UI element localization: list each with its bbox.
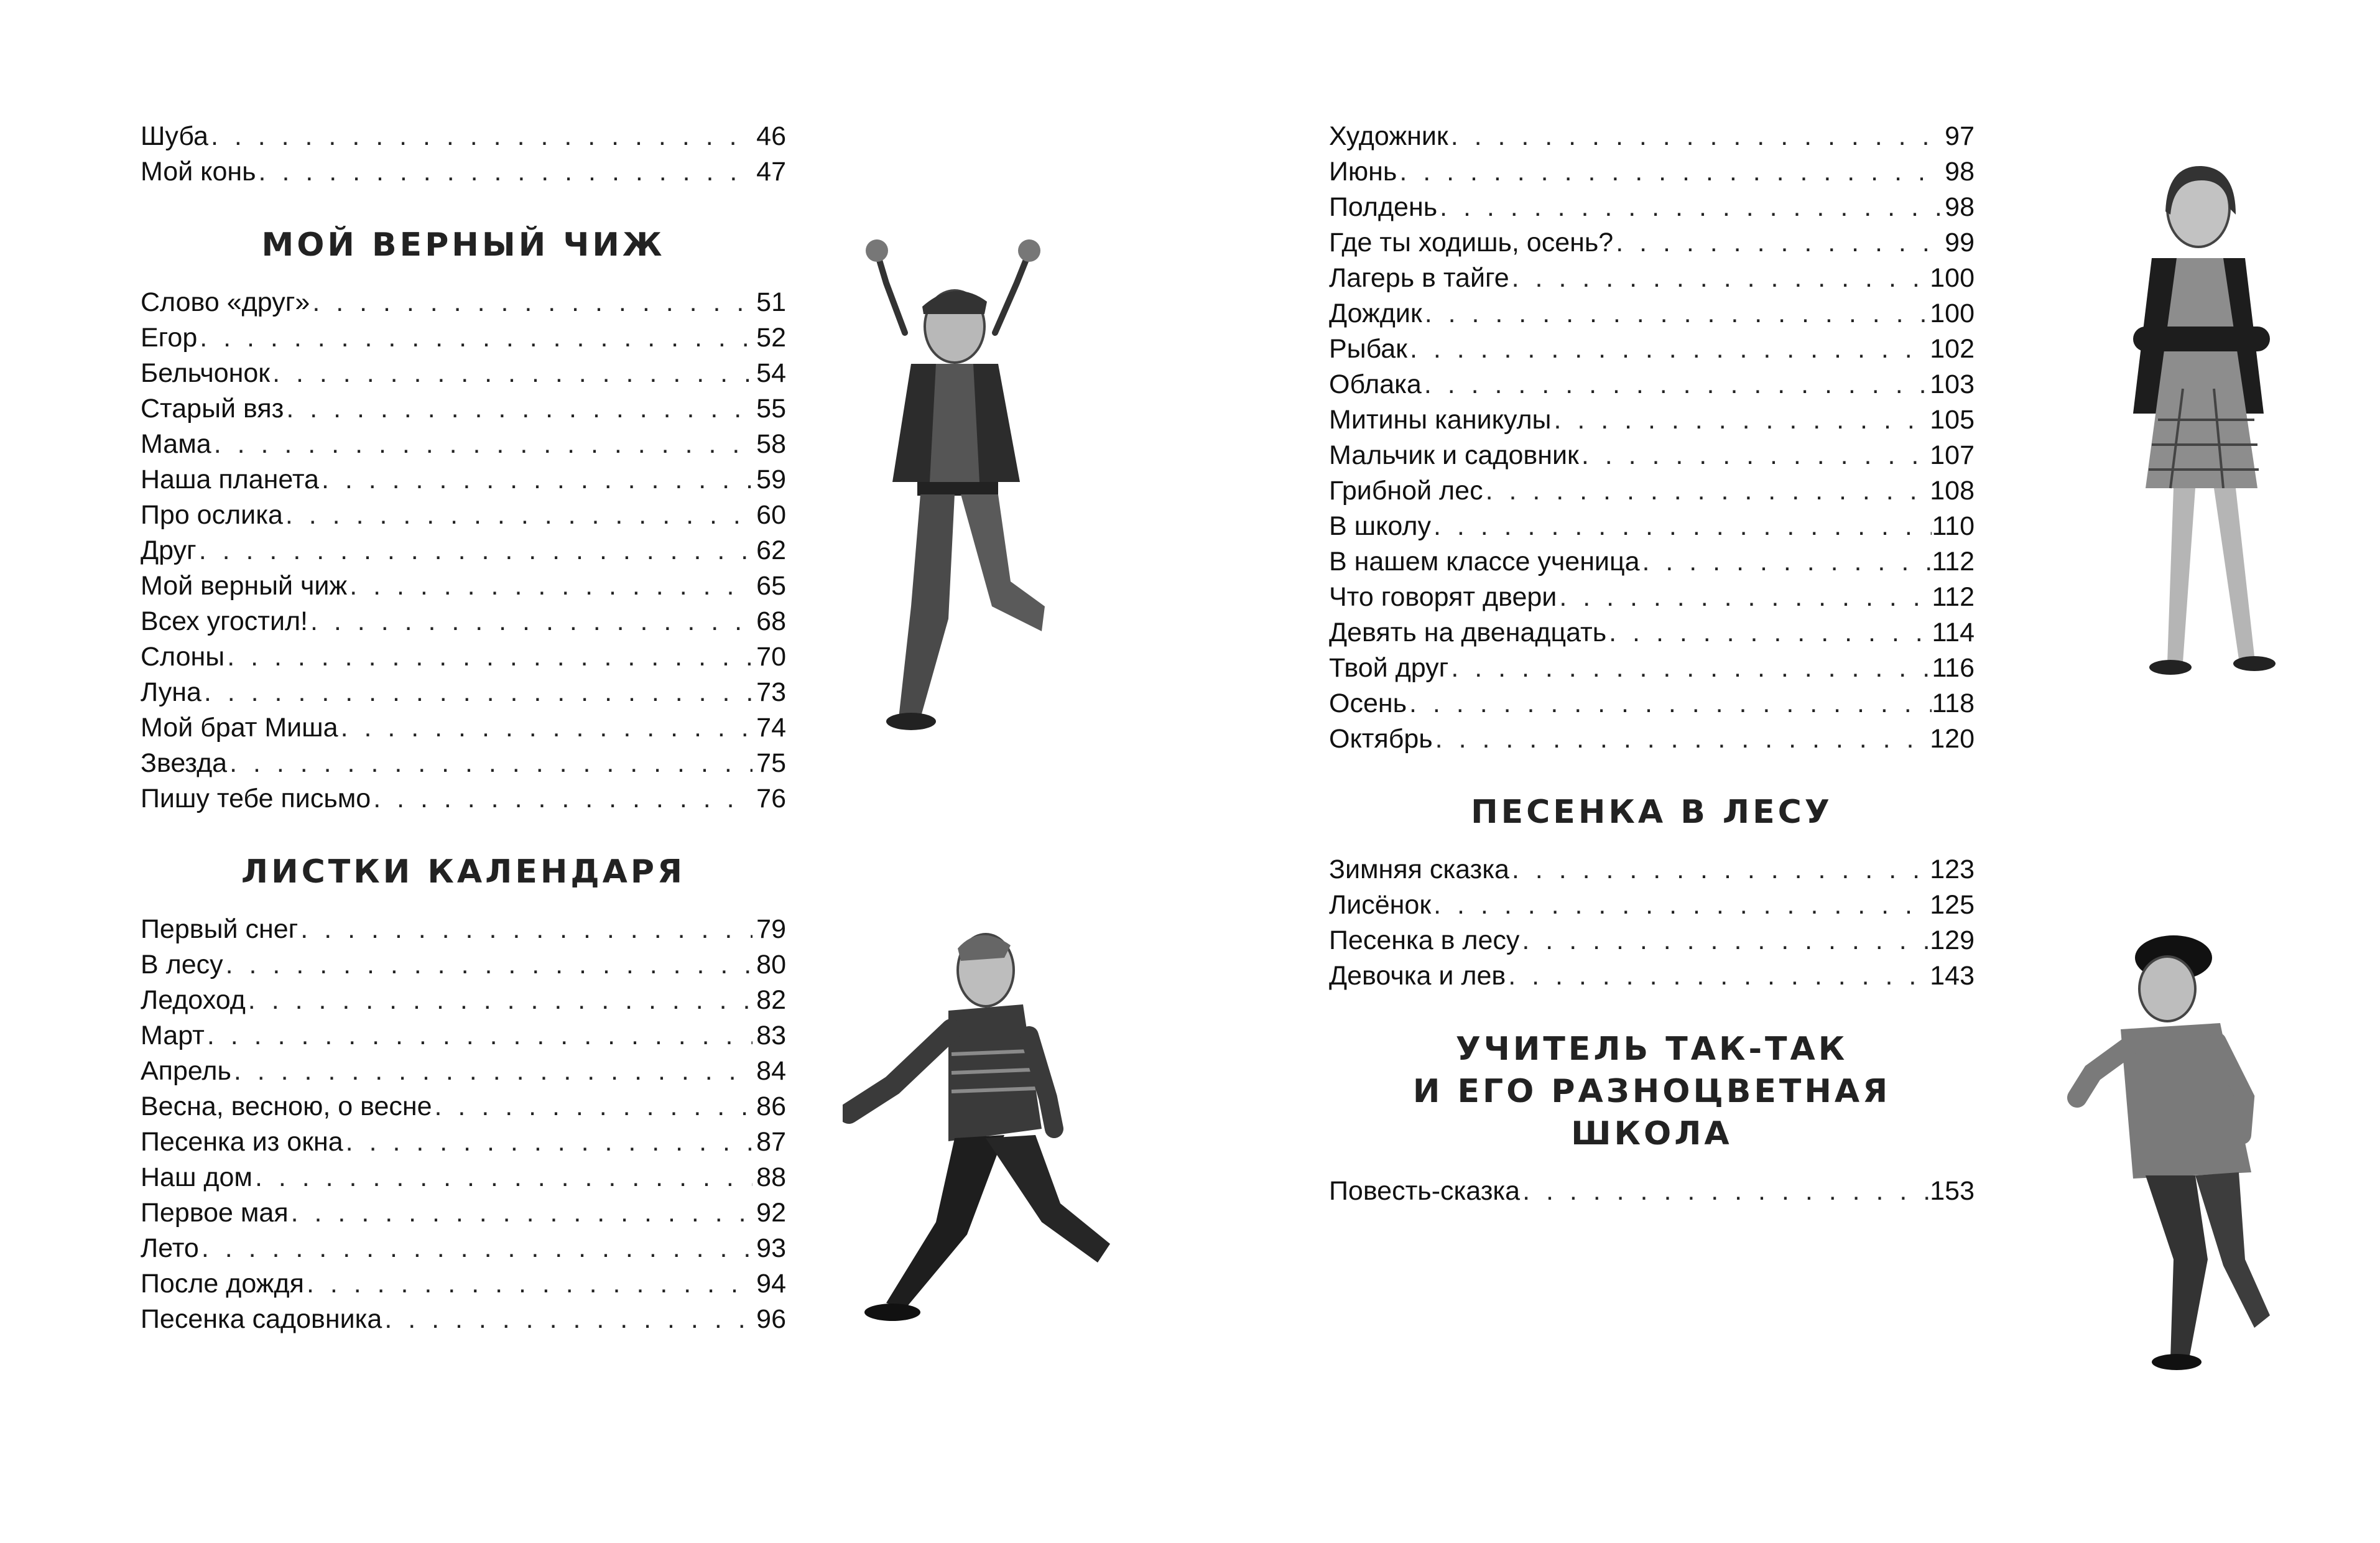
toc-entry[interactable] <box>141 1195 786 1231</box>
toc-entry[interactable] <box>1329 190 1975 225</box>
toc-entry[interactable] <box>141 285 786 320</box>
leader-dots <box>382 1302 752 1337</box>
toc-entry[interactable] <box>1329 119 1975 154</box>
toc-entry-page: 82 <box>756 985 786 1015</box>
left-fist <box>866 239 888 262</box>
toc-entry[interactable] <box>141 154 786 190</box>
leader-dots <box>199 1231 752 1266</box>
toc-entry-page: 52 <box>756 323 786 353</box>
left-leg <box>899 494 955 718</box>
toc-entry-page: 46 <box>756 121 786 151</box>
toc-list-section-4 <box>1329 1174 1975 1209</box>
leader-dots <box>197 533 752 568</box>
leader-dots <box>284 391 752 427</box>
toc-entry[interactable] <box>1329 331 1975 367</box>
toc-entry-page: 99 <box>1945 228 1975 257</box>
leader-dots <box>205 1018 752 1054</box>
toc-entry[interactable] <box>141 1089 786 1124</box>
toc-entry-title: Мальчик и садовник <box>1329 440 1579 470</box>
toc-entry[interactable] <box>141 568 786 604</box>
toc-entry-page: 80 <box>756 950 786 980</box>
toc-entry-page: 123 <box>1930 855 1975 884</box>
toc-entry-page: 118 <box>1932 688 1975 718</box>
toc-entry-page: 110 <box>1932 511 1975 541</box>
toc-entry-page: 75 <box>756 748 786 778</box>
toc-entry-page: 54 <box>756 358 786 388</box>
toc-entry-page: 74 <box>756 713 786 743</box>
toc-entry[interactable] <box>141 1018 786 1054</box>
toc-entry[interactable] <box>141 356 786 391</box>
toc-entry-title: Мой брат Миша <box>141 713 338 743</box>
right-leg <box>961 494 1045 631</box>
leader-dots <box>298 912 752 947</box>
boy-cheering-illustration <box>843 233 1067 737</box>
toc-entry-title: Первый снег <box>141 914 299 944</box>
toc-entry-page: 125 <box>1930 890 1975 920</box>
toc-entry-title: Лето <box>141 1233 199 1263</box>
toc-entry-title: Лисёнок <box>1329 890 1432 920</box>
leader-dots <box>1579 438 1930 473</box>
toc-entry-page: 112 <box>1932 582 1975 612</box>
right-leg <box>2214 488 2254 659</box>
toc-entry-title: Облака <box>1329 369 1422 399</box>
toc-entry[interactable] <box>1329 509 1975 544</box>
shoe <box>2233 656 2276 671</box>
toc-entry[interactable] <box>1329 580 1975 615</box>
leader-dots <box>211 427 752 462</box>
shoe <box>886 713 936 730</box>
shoe <box>2149 660 2192 675</box>
toc-entry-title: Луна <box>141 677 201 707</box>
leader-dots <box>283 498 752 533</box>
toc-entry-title: Наша планета <box>141 465 319 494</box>
toc-entry-title: Песенка в лесу <box>1329 925 1520 955</box>
boy-in-beret-illustration <box>2065 911 2270 1371</box>
toc-entry-title: Ледоход <box>141 985 246 1015</box>
toc-entry-page: 98 <box>1945 157 1975 187</box>
toc-entry-title: Первое мая <box>141 1198 289 1228</box>
leader-dots <box>432 1089 752 1124</box>
toc-entry[interactable] <box>141 912 786 947</box>
coat <box>2121 1023 2251 1179</box>
toc-entry-title: Всех угостил! <box>141 606 308 636</box>
section-heading <box>1329 1028 1975 1155</box>
toc-entry-title: Девять на двенадцать <box>1329 618 1607 647</box>
leader-dots <box>343 1124 752 1160</box>
leader-dots <box>1437 190 1941 225</box>
leader-dots <box>1551 402 1930 438</box>
toc-entry-page: 84 <box>756 1056 786 1086</box>
toc-entry[interactable] <box>141 746 786 781</box>
toc-right-column <box>1329 119 1975 1209</box>
toc-entry-page: 97 <box>1945 121 1975 151</box>
leader-dots <box>304 1266 752 1302</box>
left-leg <box>2146 1175 2208 1359</box>
toc-entry[interactable] <box>1329 721 1975 757</box>
toc-entry-title: Осень <box>1329 688 1407 718</box>
toc-entry-page: 51 <box>756 287 786 317</box>
toc-entry[interactable] <box>1329 615 1975 651</box>
toc-entry-title: Повесть-сказка <box>1329 1176 1521 1206</box>
toc-entry-title: Егор <box>141 323 198 353</box>
raised-left-arm <box>877 252 905 333</box>
shoe <box>2152 1354 2202 1370</box>
left-arm <box>849 1029 952 1113</box>
toc-list-section-2 <box>141 912 786 1337</box>
toc-entry-page: 70 <box>756 642 786 672</box>
toc-entry[interactable] <box>1329 651 1975 686</box>
toc-entry[interactable] <box>141 391 786 427</box>
toc-left-column <box>141 119 786 1337</box>
right-leg <box>986 1135 1110 1263</box>
section-heading-line-1: УЧИТЕЛЬ ТАК-ТАК <box>1455 1031 1848 1068</box>
leader-dots <box>308 604 752 639</box>
toc-entry[interactable] <box>141 119 786 154</box>
toc-entry-title: Дождик <box>1329 299 1422 328</box>
toc-entry-page: 120 <box>1930 724 1975 754</box>
toc-entry-title: Наш дом <box>141 1162 252 1192</box>
leader-dots <box>223 947 752 983</box>
leader-dots <box>1606 615 1932 651</box>
leader-dots <box>270 356 752 391</box>
toc-entry-title: Шуба <box>141 121 208 151</box>
toc-entry-title: Март <box>141 1021 205 1050</box>
leader-dots <box>1431 509 1932 544</box>
leader-dots <box>1509 852 1930 887</box>
leader-dots <box>1448 651 1932 686</box>
toc-entry-title: Мой верный чиж <box>141 571 348 601</box>
toc-entry-title: В нашем классе ученица <box>1329 547 1640 577</box>
toc-list-section-3 <box>1329 852 1975 994</box>
boy-running-illustration <box>843 911 1123 1334</box>
toc-entry-title: Старый вяз <box>141 394 284 424</box>
leader-dots <box>197 320 752 356</box>
leader-dots <box>1557 580 1932 615</box>
toc-entry[interactable] <box>1329 887 1975 923</box>
toc-entry-page: 100 <box>1930 299 1975 328</box>
left-leg <box>886 1135 1004 1309</box>
toc-entry-title: Звезда <box>141 748 228 778</box>
flat-cap <box>922 291 987 314</box>
toc-entry-page: 76 <box>756 784 786 813</box>
leader-dots <box>289 1195 752 1231</box>
toc-entry[interactable] <box>1329 402 1975 438</box>
toc-entry-page: 114 <box>1932 618 1975 647</box>
toc-entry[interactable] <box>1329 225 1975 261</box>
toc-entry[interactable] <box>141 427 786 462</box>
leader-dots <box>231 1054 752 1089</box>
leader-dots <box>1506 958 1930 994</box>
toc-entry[interactable] <box>141 1124 786 1160</box>
leader-dots <box>1431 887 1930 923</box>
toc-entry[interactable] <box>1329 473 1975 509</box>
toc-entry-page: 100 <box>1930 263 1975 293</box>
toc-entry[interactable] <box>141 1231 786 1266</box>
toc-entry-page: 108 <box>1930 476 1975 506</box>
toc-entry[interactable] <box>141 533 786 568</box>
leader-dots <box>1448 119 1941 154</box>
toc-entry[interactable] <box>1329 923 1975 958</box>
toc-entry-title: Апрель <box>141 1056 231 1086</box>
toc-entry-title: Весна, весною, о весне <box>141 1091 432 1121</box>
leader-dots <box>1509 261 1930 296</box>
toc-entry-page: 59 <box>756 465 786 494</box>
leader-dots <box>256 154 752 190</box>
toc-entry-page: 143 <box>1930 961 1975 991</box>
toc-entry-page: 153 <box>1930 1176 1975 1206</box>
raised-right-arm <box>995 252 1029 333</box>
toc-entry[interactable] <box>1329 958 1975 994</box>
leader-dots <box>1422 367 1930 402</box>
toc-entry[interactable] <box>141 1266 786 1302</box>
toc-entry-title: Полдень <box>1329 192 1438 222</box>
toc-entry[interactable] <box>141 675 786 710</box>
toc-entry-title: В школу <box>1329 511 1431 541</box>
head <box>2139 957 2195 1021</box>
toc-entry-title: Художник <box>1329 121 1448 151</box>
toc-entry-title: Бельчонок <box>141 358 271 388</box>
leader-dots <box>1407 331 1930 367</box>
leader-dots <box>225 639 752 675</box>
leader-dots <box>208 119 752 154</box>
toc-entry-page: 107 <box>1930 440 1975 470</box>
leader-dots <box>227 746 752 781</box>
toc-entry[interactable] <box>141 781 786 817</box>
toc-entry-title: Октябрь <box>1329 724 1433 754</box>
toc-entry-page: 65 <box>756 571 786 601</box>
toc-entry-page: 83 <box>756 1021 786 1050</box>
toc-entry[interactable] <box>1329 296 1975 331</box>
toc-entry-page: 93 <box>756 1233 786 1263</box>
toc-list-top-left <box>141 119 786 190</box>
toc-entry-page: 112 <box>1932 547 1975 577</box>
toc-entry-page: 62 <box>756 535 786 565</box>
leader-dots <box>1613 225 1941 261</box>
belt <box>917 482 998 496</box>
toc-entry-page: 105 <box>1930 405 1975 435</box>
leader-dots <box>201 675 752 710</box>
leader-dots <box>1519 923 1930 958</box>
toc-entry[interactable] <box>141 947 786 983</box>
toc-entry-title: Песенка садовника <box>141 1304 382 1334</box>
toc-entry[interactable] <box>141 1302 786 1337</box>
toc-entry-page: 87 <box>756 1127 786 1157</box>
toc-entry[interactable] <box>1329 852 1975 887</box>
toc-entry-title: Друг <box>141 535 197 565</box>
section-heading: ЛИСТКИ КАЛЕНДАРЯ <box>241 853 686 891</box>
leader-dots <box>1483 473 1930 509</box>
toc-entry[interactable] <box>141 498 786 533</box>
toc-entry-page: 58 <box>756 429 786 459</box>
toc-entry-title: Зимняя сказка <box>1329 855 1509 884</box>
toc-entry[interactable] <box>141 604 786 639</box>
section-heading: ПЕСЕНКА В ЛЕСУ <box>1471 794 1833 831</box>
toc-entry-page: 92 <box>756 1198 786 1228</box>
toc-entry[interactable] <box>1329 544 1975 580</box>
toc-entry-page: 60 <box>756 500 786 530</box>
leader-dots <box>1520 1174 1930 1209</box>
shoe <box>864 1304 920 1321</box>
toc-entry[interactable] <box>141 1054 786 1089</box>
toc-entry-title: После дождя <box>141 1269 304 1299</box>
toc-entry-page: 86 <box>756 1091 786 1121</box>
toc-entry-title: Мой конь <box>141 157 256 187</box>
toc-entry-page: 73 <box>756 677 786 707</box>
toc-entry-page: 94 <box>756 1269 786 1299</box>
section-heading: МОЙ ВЕРНЫЙ ЧИЖ <box>261 226 665 264</box>
toc-entry[interactable] <box>141 1160 786 1195</box>
leader-dots <box>252 1160 752 1195</box>
section-heading-line-2: И ЕГО РАЗНОЦВЕТНАЯ ШКОЛА <box>1412 1073 1891 1152</box>
toc-entry[interactable] <box>1329 438 1975 473</box>
toc-entry-title: Девочка и лев <box>1329 961 1506 991</box>
toc-entry-page: 55 <box>756 394 786 424</box>
toc-entry-page: 96 <box>756 1304 786 1334</box>
toc-entry-title: Слоны <box>141 642 225 672</box>
toc-entry-title: В лесу <box>141 950 223 980</box>
left-leg <box>2167 488 2195 662</box>
leader-dots <box>371 781 752 817</box>
toc-entry-title: Грибной лес <box>1329 476 1483 506</box>
toc-entry-title: Слово «друг» <box>141 287 310 317</box>
toc-entry[interactable] <box>141 983 786 1018</box>
toc-list-section-1 <box>141 285 786 817</box>
leader-dots <box>1422 296 1930 331</box>
toc-entry[interactable] <box>141 320 786 356</box>
toc-entry-page: 129 <box>1930 925 1975 955</box>
toc-entry-page: 79 <box>756 914 786 944</box>
plaid-shirt <box>930 364 979 482</box>
toc-entry-title: Рыбак <box>1329 334 1407 364</box>
toc-entry-page: 88 <box>756 1162 786 1192</box>
toc-entry-page: 68 <box>756 606 786 636</box>
toc-entry[interactable] <box>1329 367 1975 402</box>
toc-entry[interactable] <box>141 639 786 675</box>
leader-dots <box>319 462 752 498</box>
leader-dots <box>246 983 752 1018</box>
toc-entry-title: Лагерь в тайге <box>1329 263 1509 293</box>
toc-entry-page: 102 <box>1930 334 1975 364</box>
leader-dots <box>1433 721 1930 757</box>
leader-dots <box>1640 544 1932 580</box>
toc-entry-title: Где ты ходишь, осень? <box>1329 228 1614 257</box>
toc-entry-page: 98 <box>1945 192 1975 222</box>
right-fist <box>1018 239 1040 262</box>
leader-dots <box>1407 686 1932 721</box>
toc-entry-title: Твой друг <box>1329 653 1449 683</box>
toc-entry-title: Песенка из окна <box>141 1127 343 1157</box>
toc-entry-title: Мама <box>141 429 211 459</box>
hair <box>958 935 1011 961</box>
leader-dots <box>338 710 752 746</box>
girl-standing-illustration <box>2108 152 2301 700</box>
left-arm <box>2077 1048 2127 1098</box>
toc-entry-page: 116 <box>1932 653 1975 683</box>
toc-entry-title: Пишу тебе письмо <box>141 784 371 813</box>
toc-entry[interactable] <box>1329 154 1975 190</box>
toc-list-top-right <box>1329 119 1975 757</box>
toc-entry-title: Митины каникулы <box>1329 405 1552 435</box>
toc-entry[interactable] <box>141 710 786 746</box>
leader-dots <box>1397 154 1941 190</box>
toc-entry-title: Что говорят двери <box>1329 582 1557 612</box>
toc-entry-title: Июнь <box>1329 157 1397 187</box>
leader-dots <box>347 568 752 604</box>
toc-entry[interactable] <box>1329 1174 1975 1209</box>
right-leg <box>2195 1172 2270 1328</box>
toc-entry[interactable] <box>1329 261 1975 296</box>
toc-entry-page: 103 <box>1930 369 1975 399</box>
toc-entry-title: Про ослика <box>141 500 283 530</box>
toc-entry-page: 47 <box>756 157 786 187</box>
toc-entry[interactable] <box>141 462 786 498</box>
toc-entry[interactable] <box>1329 686 1975 721</box>
leader-dots <box>310 285 752 320</box>
